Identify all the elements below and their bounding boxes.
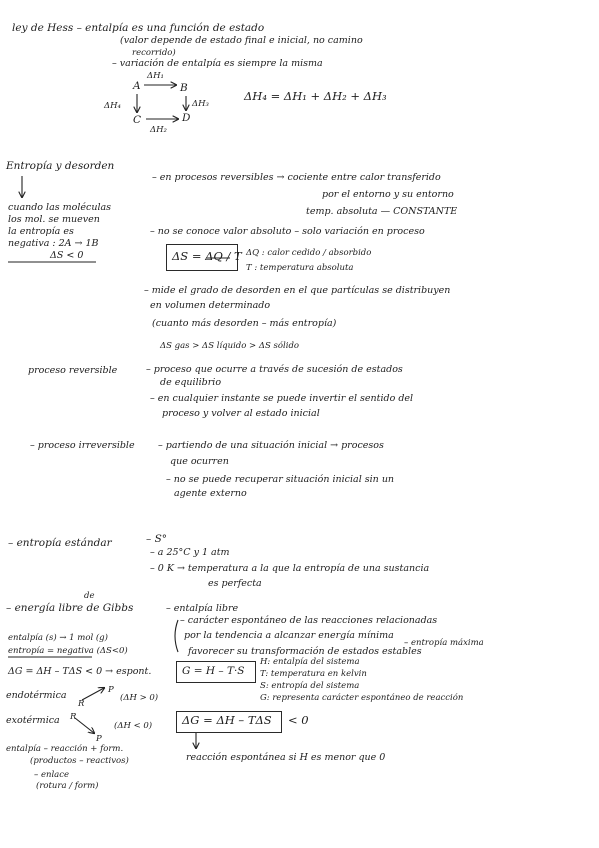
estandar-zero-1: – 0 K → temperatura a la que la entropía de una sustancia [150, 563, 430, 574]
irreversible-line-1: – partiendo de una situación inicial → procesos [158, 440, 384, 451]
entropia-no-valor: – no se conoce valor absoluto – solo variación en proceso [150, 226, 425, 237]
entropia-t-desc: T : temperatura absoluta [246, 263, 354, 273]
hess-equation: ΔH₄ = ΔH₁ + ΔH₂ + ΔH₃ [244, 89, 387, 103]
entropia-order: ΔS gas > ΔS líquido > ΔS sólido [160, 341, 300, 351]
gibbs-line-1: – entalpía libre [166, 603, 239, 614]
entropia-title: Entropía y desorden [6, 160, 115, 172]
gibbs-formula: G = H – T·S [182, 665, 245, 677]
reversible-line-1: – proceso que ocurre a través de sucesión de estados [146, 364, 403, 375]
entropia-mide-3: (cuanto más desorden – más entropía) [152, 318, 337, 329]
irreversible-line-3: – no se puede recuperar situación inicial sin un [166, 474, 395, 485]
endo-product: P [108, 685, 114, 695]
entropia-left-4: negativa : 2A → 1B [8, 238, 99, 249]
reversible-line-2: de equilibrio [160, 377, 222, 388]
gibbs-spontaneous: ΔG = ΔH – TΔS < 0 → espont. [8, 666, 152, 677]
reversible-line-4: proceso y volver al estado inicial [162, 408, 320, 419]
exo-condition: (ΔH < 0) [114, 721, 153, 731]
irreversible-line-4: agente externo [174, 488, 247, 499]
gibbs-criterion: ΔG = ΔH – TΔS [182, 713, 272, 727]
diagram-dh-right: ΔH₃ [192, 99, 209, 109]
diagram-node-d: D [182, 112, 191, 124]
estandar-cond: – a 25°C y 1 atm [150, 547, 230, 558]
reversible-label: proceso reversible [28, 365, 118, 376]
gibbs-example-2: entropía = negativa (ΔS<0) [8, 646, 128, 656]
gibbs-endotermica: endotérmica [6, 690, 67, 701]
diagram-node-b: B [180, 82, 188, 94]
diagram-dh-left: ΔH₄ [104, 101, 121, 111]
entalpia-note-3: – enlace [34, 770, 70, 780]
endo-reactant: R [78, 699, 85, 709]
gibbs-t-desc: T: temperatura en kelvin [260, 669, 367, 679]
gibbs-bracket [175, 620, 178, 652]
irreversible-line-2: que ocurren [170, 456, 229, 467]
gibbs-h-desc: H: entalpía del sistema [260, 657, 360, 667]
hess-line-2: (valor depende de estado final e inicial, no camino [120, 35, 363, 46]
irreversible-label: – proceso irreversible [30, 440, 135, 451]
reversible-line-3: – en cualquier instante se puede invertir el sentido del [150, 393, 414, 404]
entalpia-note-4: (rotura / form) [36, 781, 99, 791]
entropia-left-5: ΔS < 0 [50, 250, 84, 261]
entropia-proc-b: por el entorno y su entorno [322, 189, 454, 200]
gibbs-caret-word: de [84, 591, 95, 601]
hess-line-4: – variación de entalpía es siempre la misma [112, 58, 323, 69]
gibbs-example-1: entalpía (s) → 1 mol (g) [8, 633, 108, 643]
hess-line-3: recorrido) [132, 48, 176, 58]
entropia-mide-1: – mide el grado de desorden en el que partículas se distribuyen [144, 285, 451, 296]
entropia-formula: ΔS = ΔQ / T [172, 249, 242, 263]
entropia-left-2: los mol. se mueven [8, 214, 100, 225]
exo-arrow [75, 718, 94, 733]
entropia-left-1: cuando las moléculas [8, 202, 112, 213]
entalpia-note-2: (productos – reactivos) [30, 756, 129, 766]
entropia-mide-2: en volumen determinado [150, 300, 271, 311]
exo-product: P [96, 734, 102, 744]
endo-condition: (ΔH > 0) [120, 693, 159, 703]
entalpia-note-1: entalpía – reacción + form. [6, 744, 124, 754]
gibbs-line-3b: – entropía máxima [404, 638, 484, 648]
endo-arrow [82, 688, 104, 700]
diagram-node-c: C [133, 114, 142, 126]
entropia-dq-desc: ΔQ : calor cedido / absorbido [246, 248, 372, 258]
diagram-dh-bottom: ΔH₂ [150, 125, 167, 135]
gibbs-lt-zero: < 0 [288, 713, 309, 727]
entropia-left-3: la entropía es [8, 226, 74, 237]
diagram-dh-top: ΔH₁ [147, 71, 164, 81]
estandar-s0: – S° [146, 533, 168, 545]
diagram-node-a: A [133, 80, 141, 92]
gibbs-line-2: – carácter espontáneo de las reacciones relacionadas [180, 615, 438, 626]
entropia-proc-a: – en procesos reversibles → cociente entre calor transferido [152, 172, 441, 183]
gibbs-g-desc: G: representa carácter espontáneo de reacción [260, 693, 464, 703]
gibbs-line-4: favorecer su transformación de estados estables [188, 646, 422, 657]
entropia-proc-c: temp. absoluta — CONSTANTE [306, 206, 458, 217]
hess-heading: ley de Hess – entalpía es una función de estado [12, 22, 265, 34]
gibbs-s-desc: S: entropía del sistema [260, 681, 360, 691]
gibbs-line-3: por la tendencia a alcanzar energía mínima [184, 630, 394, 641]
gibbs-label: – energía libre de Gibbs [6, 602, 134, 614]
estandar-label: – entropía estándar [8, 537, 112, 549]
gibbs-exotermica: exotérmica [6, 715, 60, 726]
estandar-zero-2: es perfecta [208, 578, 262, 589]
exo-reactant: R [70, 712, 77, 722]
gibbs-result: reacción espontánea si H es menor que 0 [186, 752, 386, 763]
